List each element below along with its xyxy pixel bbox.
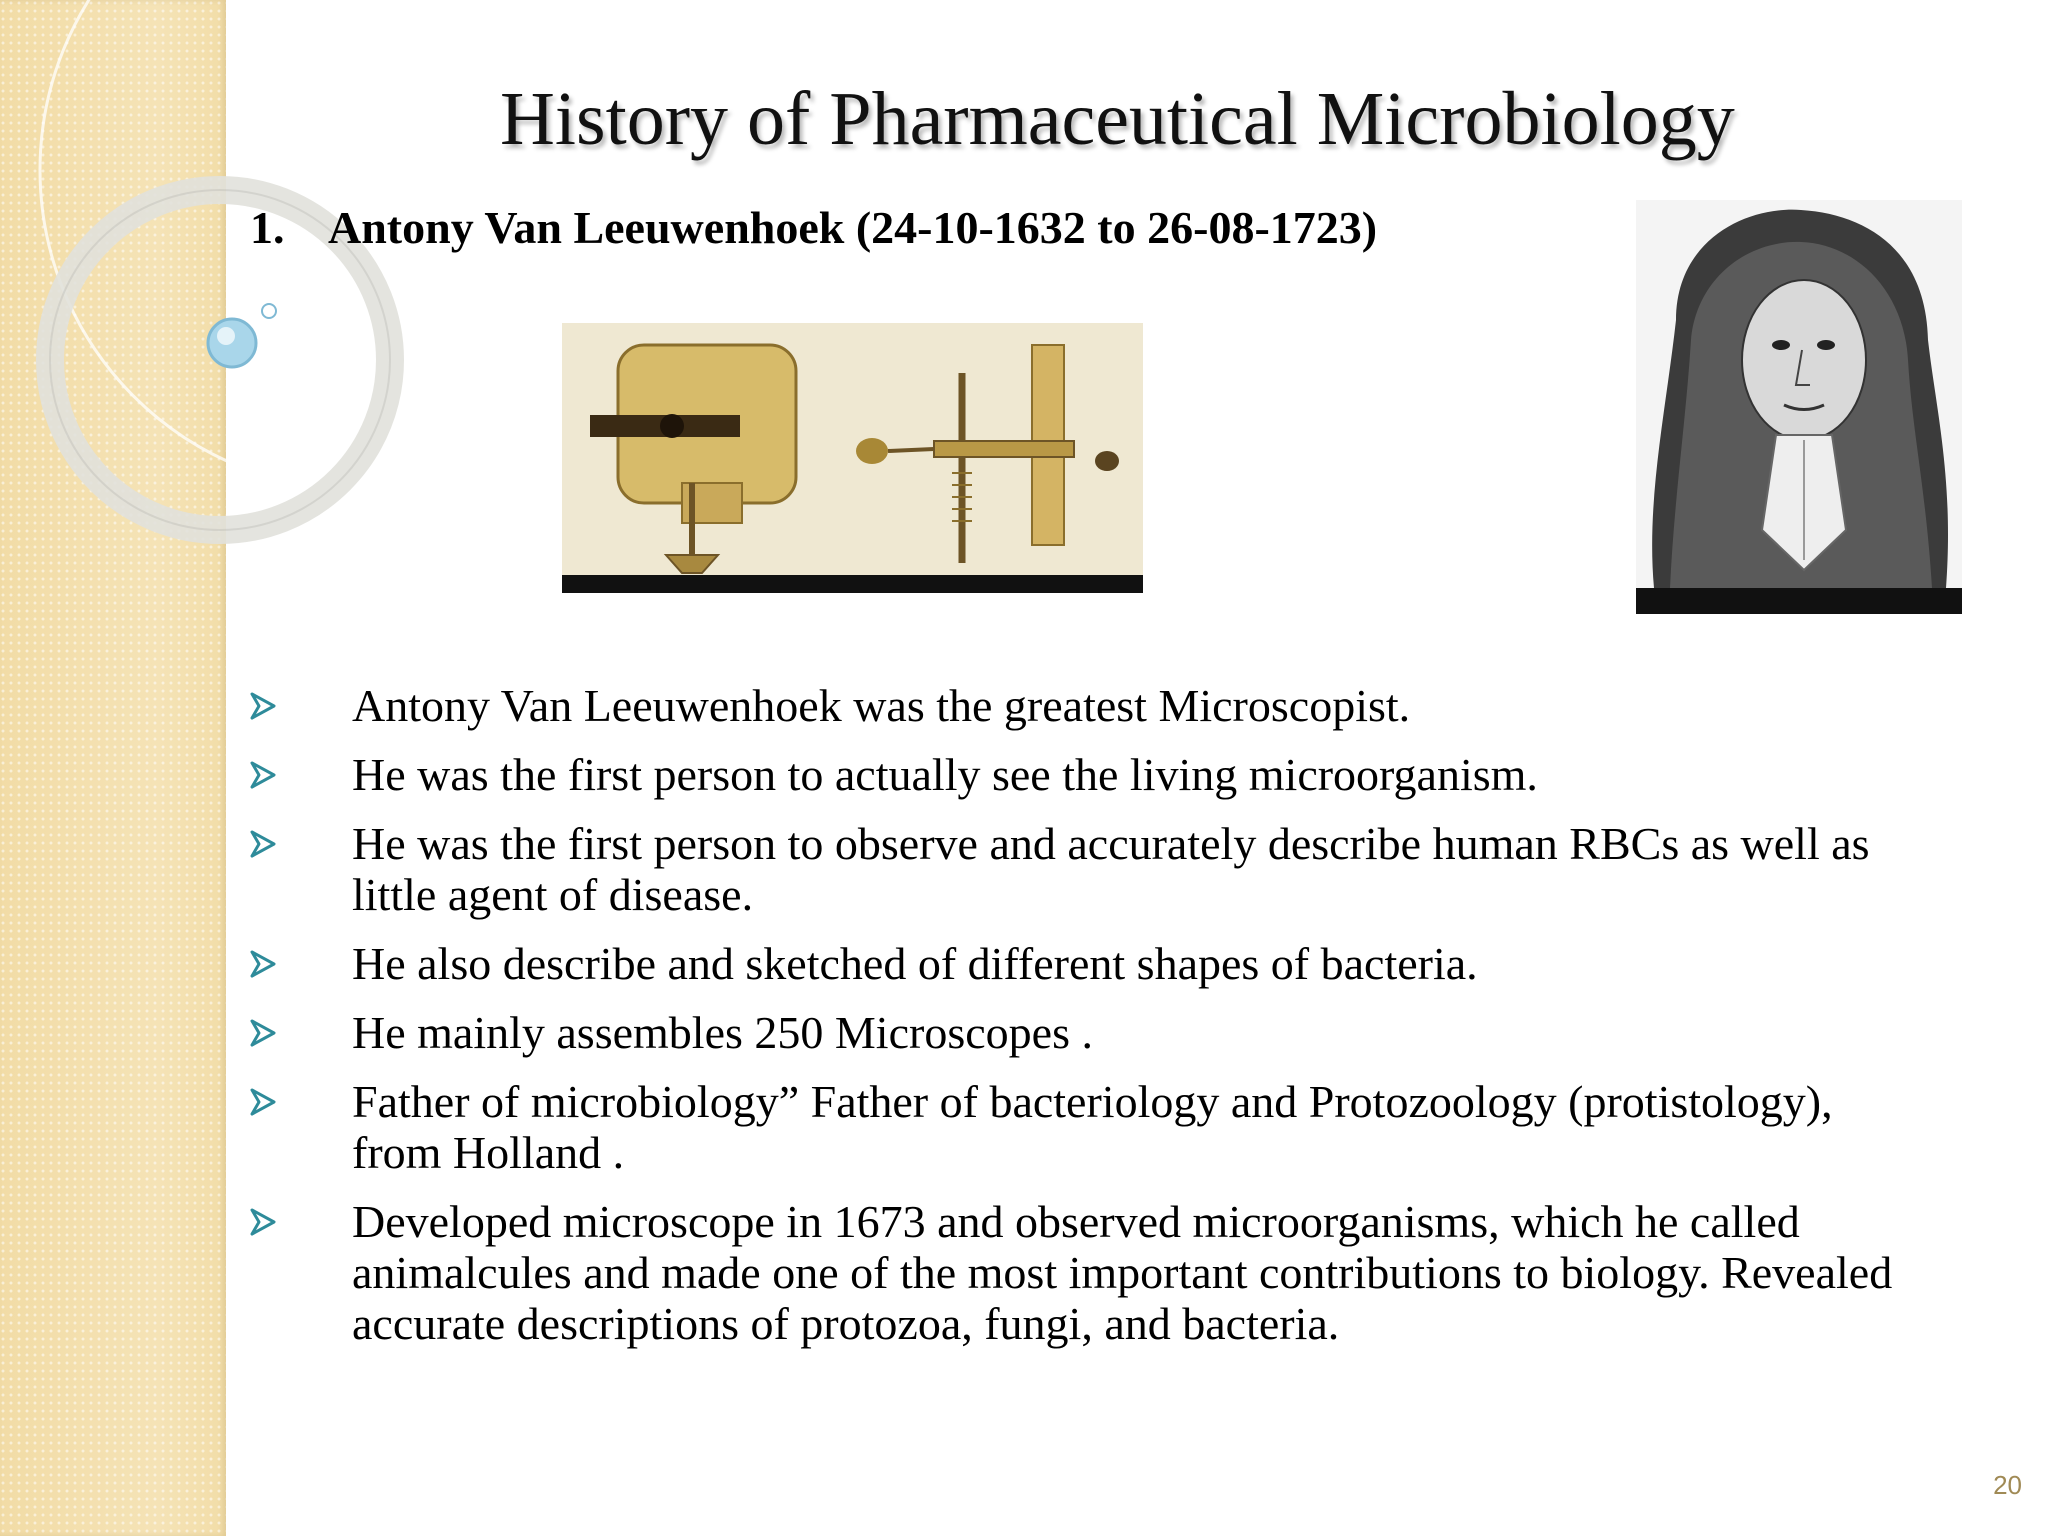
arrow-bullet-icon <box>250 830 276 858</box>
bullet-text: Antony Van Leeuwenhoek was the greatest Microscopist. <box>352 680 1411 731</box>
arrow-bullet-icon <box>250 1019 276 1047</box>
arrow-bullet-icon <box>250 692 276 720</box>
bullet-text: He mainly assembles 250 Microscopes . <box>352 1007 1093 1058</box>
arrow-bullet-icon <box>250 950 276 978</box>
page-number: 20 <box>1993 1470 2022 1500</box>
bullet-list <box>250 680 1930 1367</box>
list-item <box>250 749 1930 800</box>
list-item <box>250 1007 1930 1058</box>
subtitle-text: Antony Van Leeuwenhoek (24-10-1632 to 26-08-1723) <box>328 202 1378 253</box>
arrow-bullet-icon <box>250 761 276 789</box>
decorative-circles <box>0 0 520 700</box>
bullet-text: He was the first person to observe and accurately describe human RBCs as well as little agent of disease. <box>352 818 1870 920</box>
arrow-bullet-icon <box>250 1088 276 1116</box>
list-item <box>250 1196 1930 1349</box>
subtitle-number: 1. <box>250 202 285 253</box>
slide-title: History of Pharmaceutical Microbiology <box>500 77 1735 161</box>
list-item <box>250 938 1930 989</box>
list-item <box>250 680 1930 731</box>
bullet-text: He also describe and sketched of different shapes of bacteria. <box>352 938 1478 989</box>
bullet-text: Father of microbiology” Father of bacteriology and Protozoology (protistology), from Holland . <box>352 1076 1833 1178</box>
microscope-image <box>562 323 1143 593</box>
subtitle <box>250 200 1377 256</box>
bullet-text: He was the first person to actually see the living microorganism. <box>352 749 1538 800</box>
list-item <box>250 818 1930 920</box>
portrait-image <box>1636 200 1962 614</box>
bullet-text: Developed microscope in 1673 and observed microorganisms, which he called animalcules and made one of the most important contributions to biology. Revealed accurate descriptions of protozoa, fungi, and bacteria. <box>352 1196 1893 1349</box>
arrow-bullet-icon <box>250 1208 276 1236</box>
list-item <box>250 1076 1930 1178</box>
